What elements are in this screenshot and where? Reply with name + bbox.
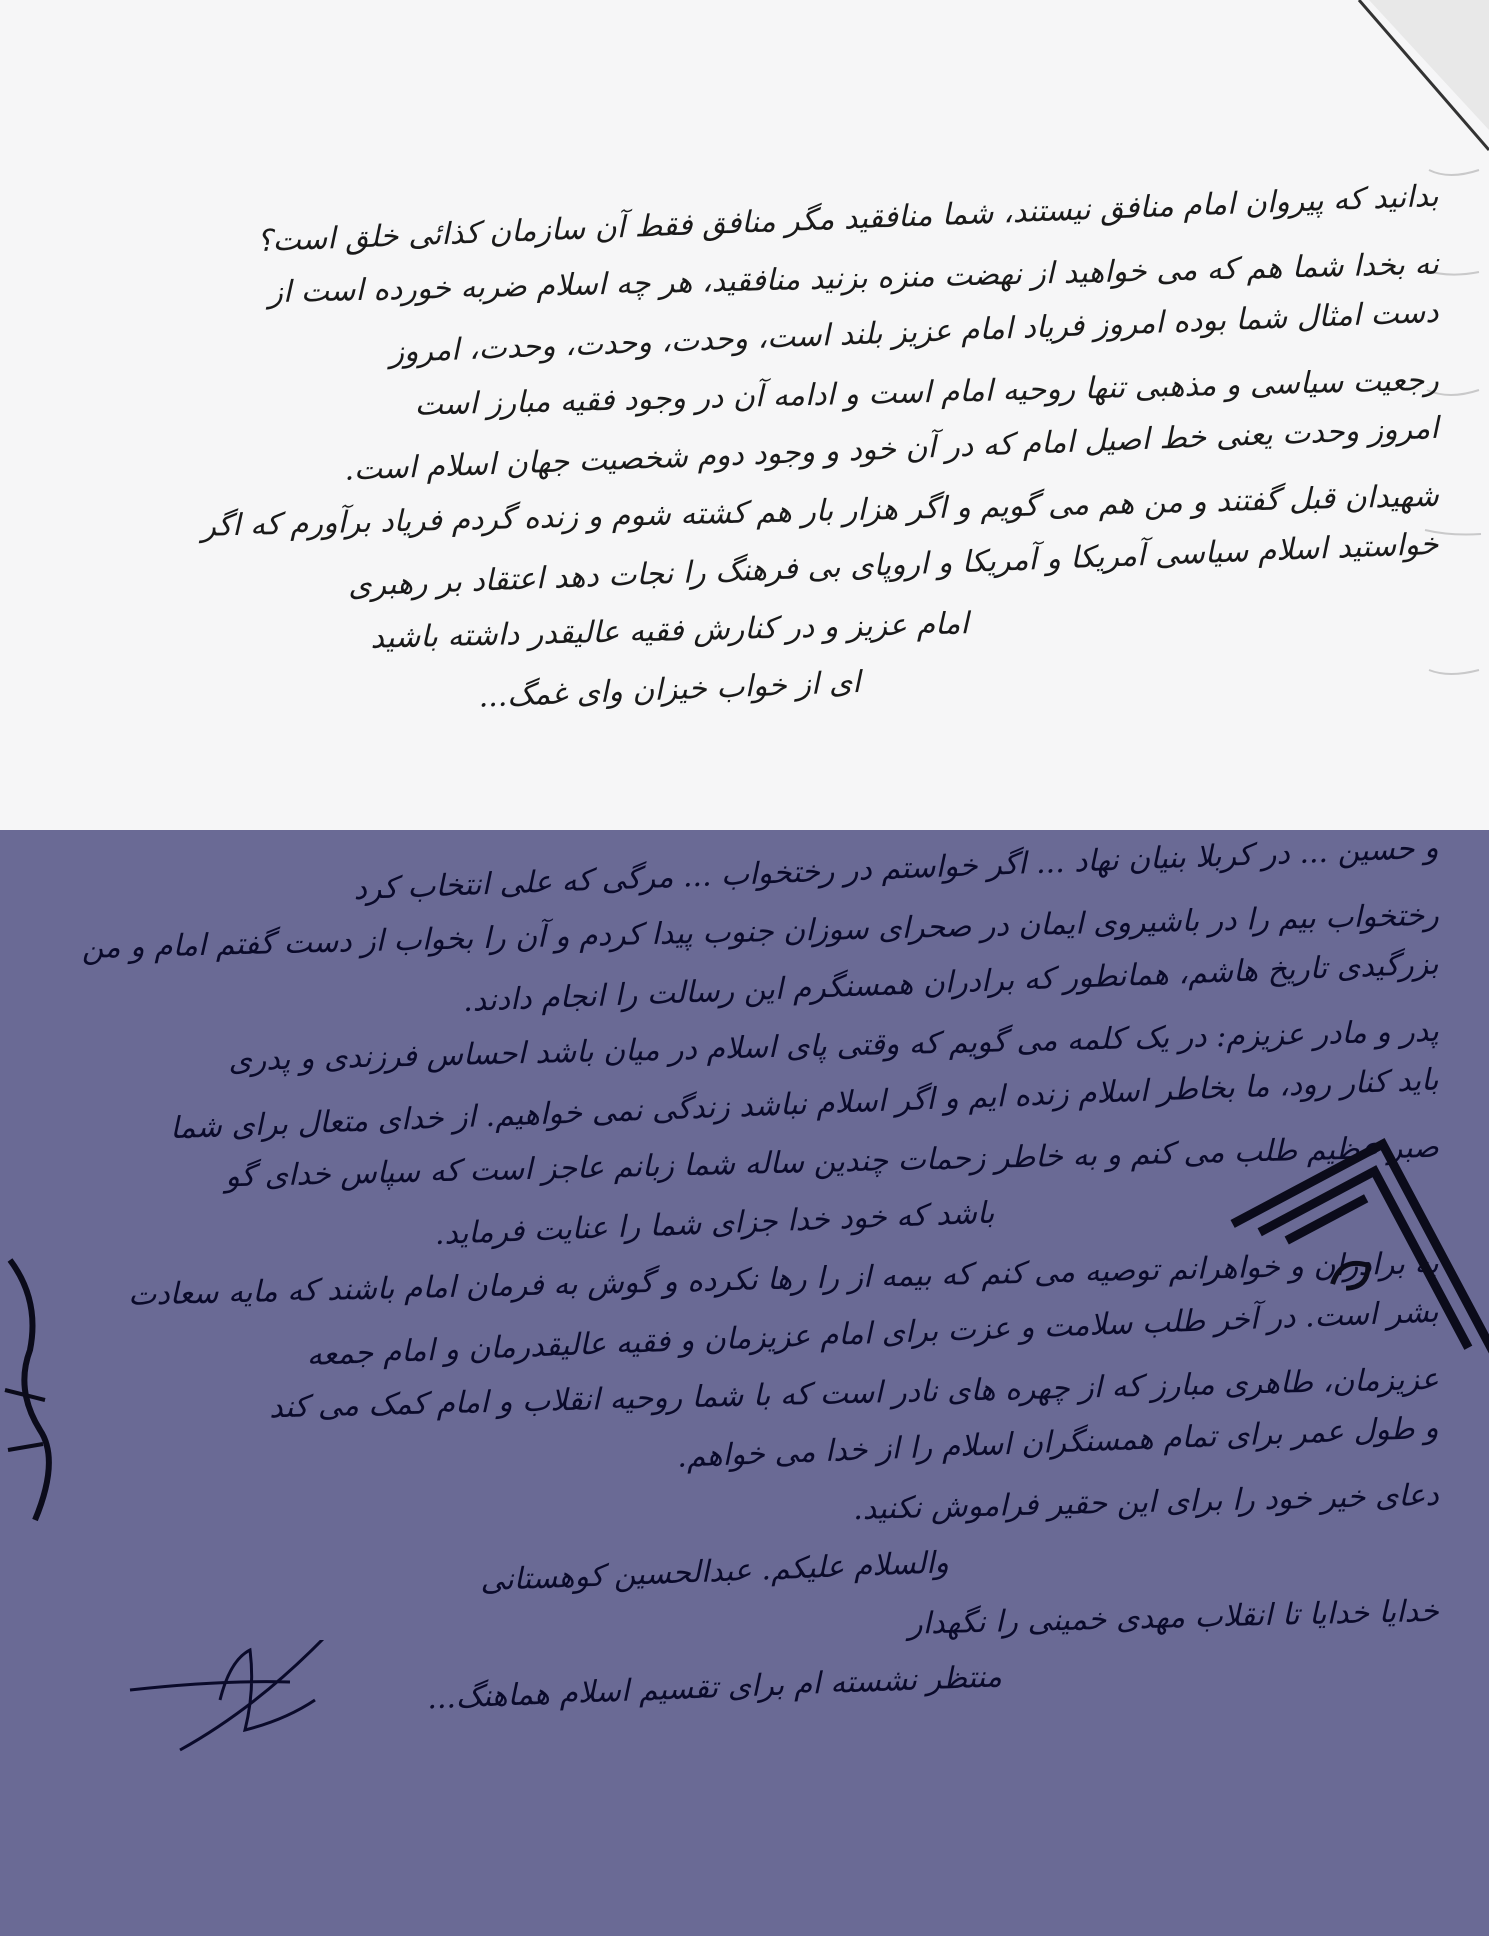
handwritten-line: بدانید که پیروان امام منافق نیستند، شما منافقید مگر منافق فقط آن سازمان کذائی خلق است؟ xyxy=(255,178,1440,260)
handwritten-line: خدایا خدایا تا انقلاب مهدی خمینی را نگهدار xyxy=(907,1593,1440,1642)
handwritten-text-upper xyxy=(20,178,1440,717)
handwritten-line: و طول عمر برای تمام همسنگران اسلام را از خدا می خواهم. xyxy=(676,1410,1440,1475)
handwritten-line: خواستید اسلام سیاسی آمریکا و آمریکا و اروپای بی فرهنگ را نجات دهد اعتقاد بر رهبری xyxy=(347,526,1440,604)
margin-scribble xyxy=(0,1250,70,1550)
signature xyxy=(120,1640,1020,1920)
handwritten-line: و حسین ... در کربلا بنیان نهاد ... اگر خواستم در رختخواب ... مرگی که علی انتخاب کرد xyxy=(352,830,1440,908)
handwritten-line: صبر عظیم طلب می کنم و به خاطر زحمات چندین ساله شما زبانم عاجز است که سپاس خدای گو xyxy=(224,1129,1440,1195)
handwritten-line: امروز وحدت یعنی خط اصیل امام که در آن خود و وجود دوم شخصیت جهان اسلام است. xyxy=(343,410,1440,488)
handwritten-line: بزرگیدی تاریخ هاشم، همانطور که برادران همسنگرم این رسالت را انجام دادند. xyxy=(462,946,1440,1019)
handwritten-line: والسلام علیکم. عبدالحسین کوهستانی xyxy=(479,1545,950,1599)
handwritten-line: شهیدان قبل گفتند و من هم می گویم و اگر هزار بار هم کشته شوم و زنده گردم فریاد برآورم که اگر xyxy=(200,478,1440,544)
handwritten-line: ای از خواب خیزان وای غمگ... xyxy=(477,664,862,715)
handwritten-line: به برادران و خواهرانم توصیه می کنم که بیمه از را رها نکرده و گوش به فرمان امام باشند که مایه سعادت xyxy=(127,1245,1440,1313)
handwritten-line: پدر و مادر عزیزم: در یک کلمه می گویم که وقتی پای اسلام در میان باشد احساس فرزندی و پدری xyxy=(227,1013,1440,1079)
handwritten-line: باشد که خود خدا جزای شما را عنایت فرماید. xyxy=(434,1195,996,1253)
handwritten-line: عزیزمان، طاهری مبارز که از چهره های نادر است که با شما روحیه انقلاب و امام کمک می کند xyxy=(268,1361,1440,1426)
handwritten-line: دست امثال شما بوده امروز فریاد امام عزیز بلند است، وحدت، وحدت، وحدت، امروز xyxy=(388,294,1440,371)
handwritten-line: منتظر نشسته ام برای تقسیم اسلام هماهنگ... xyxy=(426,1659,1003,1717)
handwritten-line: باید کنار رود، ما بخاطر اسلام زنده ایم و اگر اسلام نباشد زندگی نمی خواهیم. از خدای متعال برای شما xyxy=(169,1062,1440,1147)
handwritten-line: امام عزیز و در کنارش فقیه عالیقدر داشته باشید xyxy=(369,606,970,656)
handwritten-line: دعای خیر خود را برای این حقیر فراموش نکنید. xyxy=(852,1477,1440,1528)
folded-corner-shadow xyxy=(1289,0,1489,170)
handwritten-line: نه بخدا شما هم که می خواهید از نهضت منزه بزنید منافقید، هر چه اسلام ضربه خورده است از xyxy=(268,246,1440,311)
handwritten-line: رجعیت سیاسی و مذهبی تنها روحیه امام است و ادامه آن در وجود فقیه مبارز است xyxy=(414,362,1440,423)
handwritten-line: رختخواب بیم را در باشیروی ایمان در صحرای سوزان جنوب پیدا کردم و آن را بخواب از دست گفتم امام و من xyxy=(81,897,1440,966)
handwritten-line: بشر است. در آخر طلب سلامت و عزت برای امام عزیزمان و فقیه عالیقدرمان و امام جمعه xyxy=(306,1294,1440,1373)
upper-scanned-page xyxy=(0,0,1489,830)
